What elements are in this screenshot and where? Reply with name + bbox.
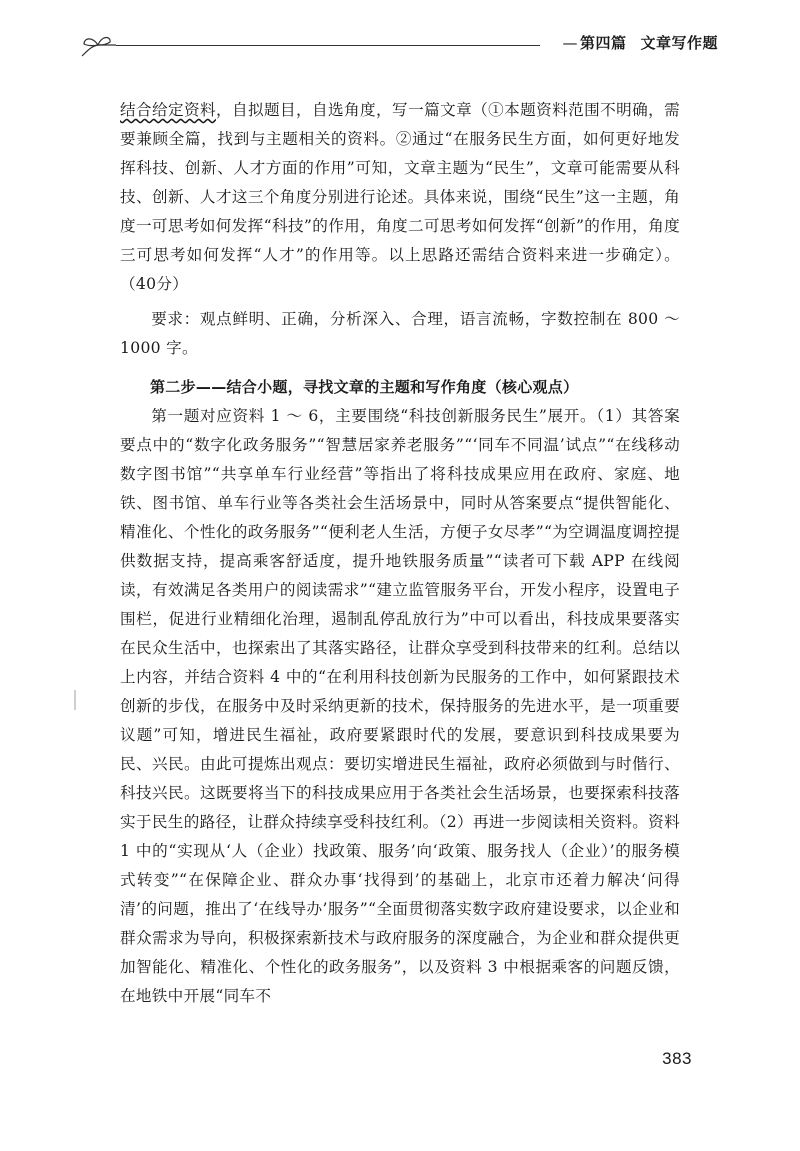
paragraph-question-text: ，自拟题目，自选角度，写一篇文章（①本题资料范围不明确，需要兼顾全篇，找到与主题相关的资料。②通过“在服务民生方面，如何更好地发挥科技、创新、人才方面的作用”可知，文章主题为“民生”，文章可能需要从科技、创新、人才这三个角度分别进行论述。具体来说，围绕“民生”这一主题，角度一可思考如何发挥“科技”的作用，角度二可思考如何发挥“创新”的作用，角度三可思考如何发挥“人才”的作用等。以上思路还需结合资料来进一步确定）。（40分） bbox=[120, 101, 680, 293]
chapter-title: 文章写作题 bbox=[640, 34, 718, 52]
paragraph-question bbox=[120, 96, 680, 299]
header-rule bbox=[116, 45, 540, 46]
leaf-icon bbox=[78, 30, 118, 60]
paragraph-analysis: 第一题对应资料 1 ～ 6，主要围绕“科技创新服务民生”展开。（1）其答案要点中的“数字化政务服务”“智慧居家养老服务”“‘同车不同温’试点”“在线移动数字图书馆”“共享单车行业经营”等指出了将科技成果应用在政府、家庭、地铁、图书馆、单车行业等各类社会生活场景中，同时从答案要点“提供智能化、精准化、个性化的政务服务”“便利老人生活，方便子女尽孝”“为空调温度调控提供数据支持，提高乘客舒适度，提升地铁服务质量”“读者可下载 APP 在线阅读，有效满足各类用户的阅读需求”“建立监管服务平台，开发小程序，设置电子围栏，促进行业精细化治理，遏制乱停乱放行为”中可以看出，科技成果要落实在民众生活中，也探索出了其落实路径，让群众享受到科技带来的红利。总结以上内容，并结合资料 4 中的“在利用科技创新为民服务的工作中，如何紧跟技术创新的步伐，在服务中及时采纳更新的技术，保持服务的先进水平，是一项重要议题”可知，增进民生福祉，政府要紧跟时代的发展，要意识到科技成果要为民、兴民。由此可提炼出观点：要切实增进民生福祉，政府必须做到与时偕行、科技兴民。这既要将当下的科技成果应用于各类社会生活场景，也要探索科技落实于民生的路径，让群众持续享受科技红利。（2）再进一步阅读相关资料。资料 1 中的“实现从‘人（企业）找政策、服务’向‘政策、服务找人（企业）’的服务模式转变”“在保障企业、群众办事‘找得到’的基础上，北京市还着力解决‘问得清’的问题，推出了‘在线导办’服务”“全面贯彻落实数字政府建设要求，以企业和群众需求为导向，积极探索新技术与政府服务的深度融合，为企业和群众提供更加智能化、精准化、个性化的政务服务”，以及资料 3 中根据乘客的问题反馈，在地铁中开展“同车不 bbox=[120, 407, 680, 1005]
header-title: — 第四篇 文章写作题 bbox=[562, 34, 718, 52]
underlined-phrase: 结合给定资料 bbox=[120, 101, 217, 119]
page-body bbox=[120, 96, 680, 1011]
margin-mark bbox=[74, 690, 76, 710]
page-number: 383 bbox=[662, 1049, 692, 1068]
part-label: 第四篇 bbox=[579, 34, 627, 52]
page-header bbox=[78, 30, 718, 66]
step2-heading: 第二步——结合小题，寻找文章的主题和写作角度（核心观点） bbox=[150, 378, 579, 396]
paragraph-requirement: 要求：观点鲜明、正确，分析深入、合理，语言流畅，字数控制在 800 ～ 1000 字。 bbox=[120, 310, 680, 357]
